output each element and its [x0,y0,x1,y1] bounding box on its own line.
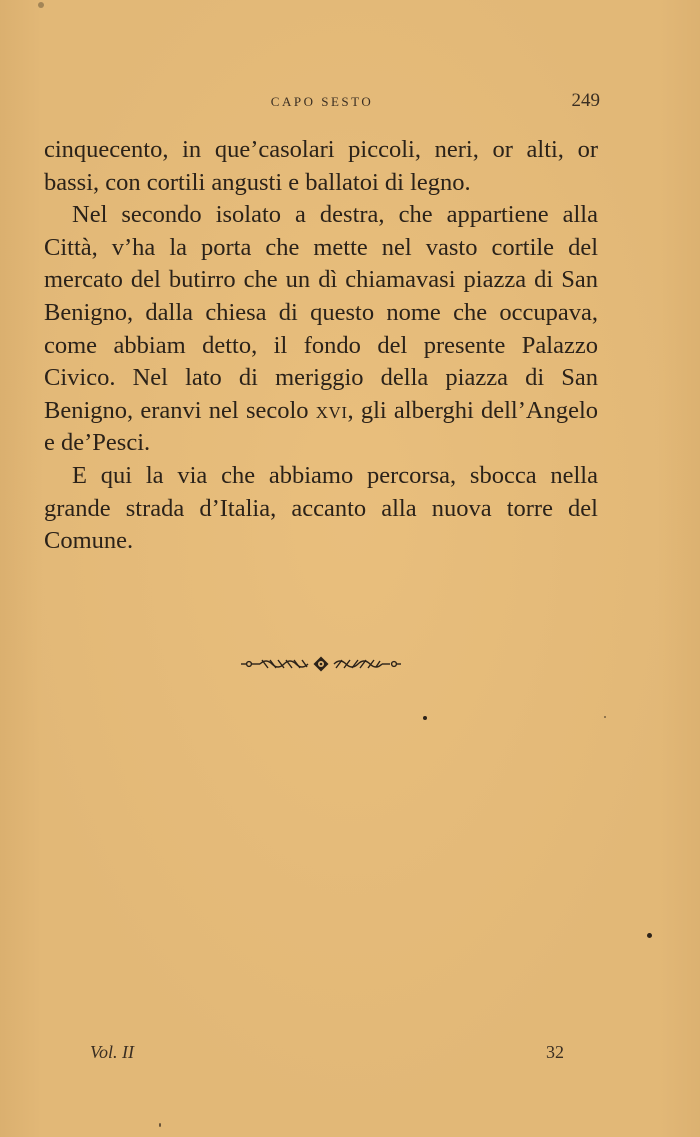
paragraph-1: cinquecento, in que’casolari piccoli, neri, or alti, or bassi, con cortili angusti e ballatoi di legno. [44,136,598,196]
volume-mark: Vol. II [90,1042,134,1062]
page-footer [90,1042,564,1066]
ink-speck [604,716,606,718]
ink-speck [38,2,44,8]
body-text [44,134,598,558]
paragraph-2-tail: , gli alberghi dell’Angelo e de’Pesci. [44,396,599,457]
ink-speck [423,716,427,720]
chapter-heading: CAPO SESTO [270,94,374,109]
decorative-rule-ornament-icon [240,655,402,673]
page-number: 249 [571,90,600,111]
running-head [44,90,600,118]
century-numeral: xvi [315,396,348,424]
signature-mark: 32 [546,1042,564,1062]
ink-speck [159,1123,161,1127]
paragraph-3: E qui la via che abbiamo percorsa, sbocca nella grande strada d’Italia, accanto alla nuova torre del Comune. [44,461,598,555]
paragraph-2 [44,199,598,460]
ink-speck [647,933,652,938]
paragraph-2-text: Nel secondo isolato a destra, che appartiene alla Città, v’ha la porta che mette nel vasto cortile del mercato del butirro che un dì chiamavasi piazza di San Benigno, dalla chiesa di questo nome che occupava, come abbiam detto, il fondo del presente Palazzo Civico. Nel lato di meriggio della piazza di San Benigno, eranvi nel secolo [44,201,598,424]
